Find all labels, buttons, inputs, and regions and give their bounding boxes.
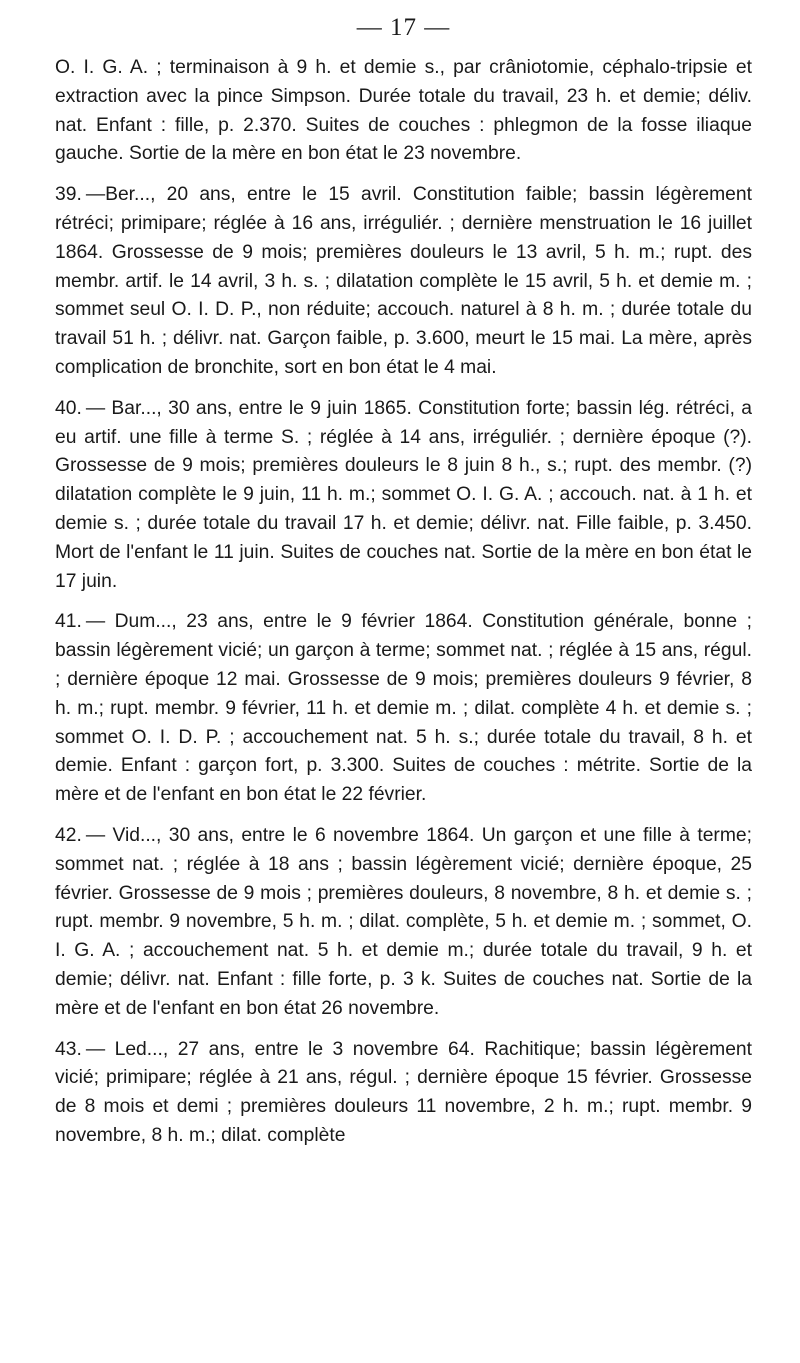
case-number: 41. [55,611,82,633]
paragraph-case-41 [55,608,752,810]
case-number: 40. [55,397,82,419]
paragraph-case-42 [55,822,752,1024]
case-number: 42. [55,824,82,846]
case-number: 39. [55,184,82,206]
case-number: 43. [55,1038,82,1060]
paragraph-text: — Led..., 27 ans, entre le 3 novembre 64. Rachitique; bassin légèrement vicié; primipare; réglée à 21 ans, régul. ; dernière époque 15 février. Grossesse de 8 mois et demi ; premières douleurs 11 novembre, 2 h. m.; rupt. membr. 9 novembre, 8 h. m.; dilat. complète [55,1038,752,1146]
paragraph-text: — Bar..., 30 ans, entre le 9 juin 1865. Constitution forte; bassin lég. rétréci, a eu artif. une fille à terme S. ; réglée à 14 ans, irréguliér. ; dernière époque (?). Grossesse de 9 mois; premières douleurs le 8 juin 8 h., s.; rupt. des membr. (?) dilatation complète le 9 juin, 11 h. m.; sommet O. I. G. A. ; accouch. nat. à 1 h. et demie s. ; durée totale du travail 17 h. et demie; délivr. nat. Fille faible, p. 3.450. Mort de l'enfant le 11 juin. Suites de couches nat. Sortie de la mère en bon état le 17 juin. [55,397,752,592]
page-header: — 17 — [356,14,451,41]
paragraph-continuation [55,54,752,169]
paragraph-text: — Vid..., 30 ans, entre le 6 novembre 1864. Un garçon et une fille à terme; sommet nat. ; réglée à 18 ans ; bassin légèrement vicié; dernière époque, 25 février. Grossesse de 9 mois ; premières douleurs, 8 novembre, 8 h. et demie s. ; rupt. membr. 9 novembre, 5 h. m. ; dilat. complète, 5 h. et demie m. ; sommet, O. I. G. A. ; accouchement nat. 5 h. et demie m.; durée totale du travail, 9 h. et demie; délivr. nat. Enfant : fille forte, p. 3 k. Suites de couches nat. Sortie de la mère et de l'enfant en bon état 26 novembre. [55,824,752,1019]
paragraph-text: —Ber..., 20 ans, entre le 15 avril. Constitution faible; bassin légèrement rétréci; primipare; réglée à 16 ans, irréguliér. ; dernière menstruation le 16 juillet 1864. Grossesse de 9 mois; premières douleurs le 13 avril, 5 h. m.; rupt. des membr. artif. le 14 avril, 3 h. s. ; dilatation complète le 15 avril, 5 h. et demie m. ; sommet seul O. I. D. P., non réduite; accouch. naturel à 8 h. m. ; durée totale du travail 51 h. ; délivr. nat. Garçon faible, p. 3.600, meurt le 15 mai. La mère, après complication de bronchite, sort en bon état le 4 mai. [55,184,752,378]
paragraph-case-39 [55,181,752,383]
paragraph-case-43 [55,1036,752,1151]
paragraph-text: O. I. G. A. ; terminaison à 9 h. et demie s., par crâniotomie, céphalo-tripsie et extraction avec la pince Simpson. Durée totale du travail, 23 h. et demie; déliv. nat. Enfant : fille, p. 2.370. Suites de couches : phlegmon de la fosse iliaque gauche. Sortie de la mère en bon état le 23 novembre. [55,57,752,165]
paragraph-text: — Dum..., 23 ans, entre le 9 février 1864. Constitution générale, bonne ; bassin légèrement vicié; un garçon à terme; sommet nat. ; réglée à 15 ans, régul. ; dernière époque 12 mai. Grossesse de 9 mois; premières douleurs 9 février, 8 h. m.; rupt. membr. 9 février, 11 h. et demie m. ; dilat. complète 4 h. et demie s. ; sommet O. I. D. P. ; accouchement nat. 5 h. s.; durée totale du travail, 8 h. et demie. Enfant : garçon fort, p. 3.300. Suites de couches : métrite. Sortie de la mère et de l'enfant en bon état le 22 février. [55,611,752,806]
paragraph-case-40 [55,395,752,597]
